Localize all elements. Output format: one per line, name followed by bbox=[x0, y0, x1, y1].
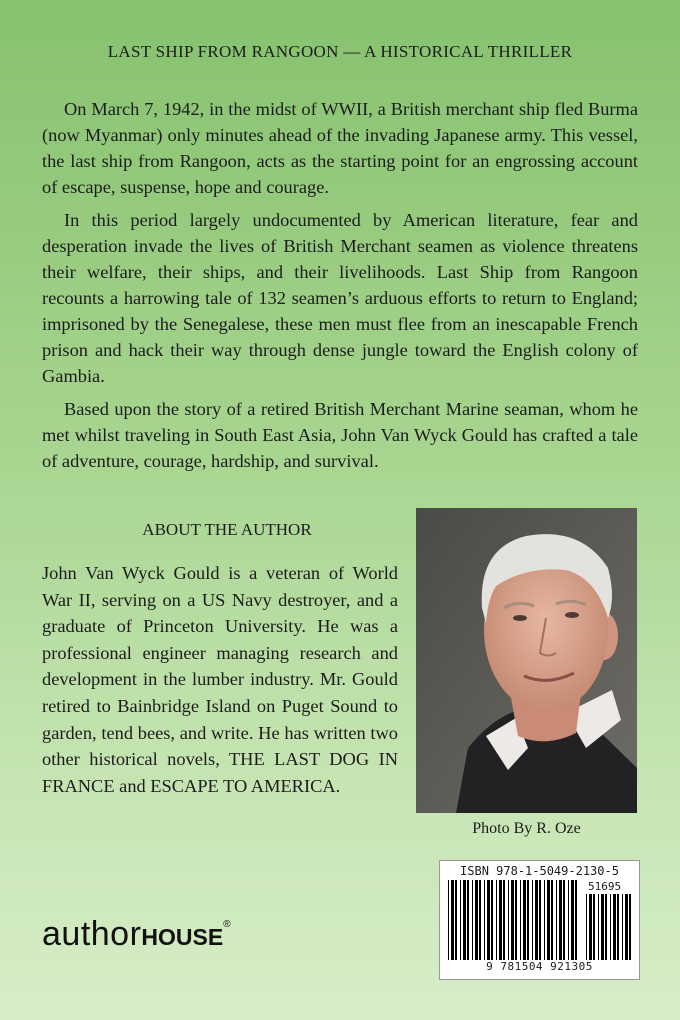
barcode-bar bbox=[523, 880, 526, 960]
publisher-logo-author: author bbox=[42, 915, 142, 953]
barcode-bar bbox=[487, 880, 490, 960]
barcode-bar bbox=[629, 894, 631, 960]
barcode-bar bbox=[605, 894, 607, 960]
barcode-bar bbox=[491, 880, 493, 960]
registered-mark: ® bbox=[223, 919, 232, 930]
barcode-bar bbox=[475, 880, 478, 960]
barcode-bar bbox=[448, 880, 449, 960]
barcode-bar bbox=[622, 894, 623, 960]
barcode-bar bbox=[451, 880, 454, 960]
barcode-bar bbox=[463, 880, 466, 960]
barcode-bar bbox=[535, 880, 538, 960]
barcode-bar bbox=[527, 880, 529, 960]
barcode-bar bbox=[571, 880, 574, 960]
barcode-bar bbox=[617, 894, 619, 960]
barcode-bars bbox=[448, 880, 578, 960]
price-code: 51695 bbox=[588, 880, 622, 893]
book-blurb bbox=[42, 96, 638, 481]
barcode-bar bbox=[479, 880, 481, 960]
barcode-bar bbox=[520, 880, 521, 960]
barcode-bar bbox=[460, 880, 461, 960]
publisher-logo-house: HOUSE bbox=[141, 924, 224, 950]
isbn-barcode bbox=[439, 860, 640, 980]
blurb-paragraph-1: On March 7, 1942, in the midst of WWII, a British merchant ship fled Burma (now Myanmar) only minutes ahead of the invading Japanese army. This vessel, the last ship from Rangoon, acts as the starting point for an engrossing account of escape, suspense, hope and courage. bbox=[42, 99, 638, 197]
photo-caption: Photo By R. Oze bbox=[472, 820, 581, 837]
author-portrait-image bbox=[416, 508, 637, 813]
publisher-logo bbox=[42, 915, 231, 954]
barcode-bar bbox=[503, 880, 505, 960]
blurb-paragraph-2: In this period largely undocumented by American literature, fear and desperation invade the lives of British Merchant seamen as violence threatens their welfare, their ships, and their livelihoods. Last Ship from Rangoon recounts a harrowing tale of 132 seamen’s arduous efforts to return to England; imprisoned by the Senegalese, these men must flee from an inescapable French prison and hack their way through dense jungle toward the English colony of Gambia. bbox=[42, 210, 638, 386]
barcode-bar bbox=[472, 880, 473, 960]
addon-barcode-bars bbox=[586, 894, 634, 960]
barcode-bar bbox=[539, 880, 541, 960]
barcode-bar bbox=[499, 880, 502, 960]
barcode-bar bbox=[551, 880, 553, 960]
barcode-bar bbox=[625, 894, 628, 960]
barcode-bar bbox=[593, 894, 595, 960]
about-author-paragraph: John Van Wyck Gould is a veteran of World War II, serving on a US Navy destroyer, and a graduate of Princeton University. He was a professional engineer managing research and development in the lumber industry. Mr. Gould retired to Bainbridge Island on Puget Sound to garden, tend bees, and write. He has written two other historical novels, THE LAST DOG IN FRANCE and ESCAPE TO AMERICA. bbox=[42, 563, 398, 796]
barcode-digits: 9 781504 921305 bbox=[486, 960, 593, 973]
barcode-bar bbox=[589, 894, 592, 960]
barcode-bar bbox=[515, 880, 517, 960]
barcode-bar bbox=[508, 880, 509, 960]
barcode-bar bbox=[532, 880, 533, 960]
about-author-text bbox=[42, 560, 398, 799]
barcode-bar bbox=[455, 880, 457, 960]
barcode-bar bbox=[544, 880, 545, 960]
barcode-bar bbox=[586, 894, 587, 960]
about-author-heading: ABOUT THE AUTHOR bbox=[142, 520, 312, 539]
book-title: LAST SHIP FROM RANGOON — A HISTORICAL THRILLER bbox=[107, 42, 573, 61]
barcode-bar bbox=[467, 880, 469, 960]
barcode-bar bbox=[613, 894, 616, 960]
barcode-bar bbox=[556, 880, 557, 960]
barcode-bar bbox=[563, 880, 565, 960]
barcode-bar bbox=[598, 894, 599, 960]
barcode-bar bbox=[484, 880, 485, 960]
isbn-number: ISBN 978-1-5049-2130-5 bbox=[460, 864, 619, 878]
barcode-bar bbox=[496, 880, 497, 960]
barcode-bar bbox=[575, 880, 577, 960]
barcode-bar bbox=[610, 894, 611, 960]
barcode-bar bbox=[511, 880, 514, 960]
barcode-bar bbox=[547, 880, 550, 960]
author-photo bbox=[416, 508, 637, 813]
barcode-bar bbox=[559, 880, 562, 960]
barcode-bar bbox=[601, 894, 604, 960]
blurb-paragraph-3: Based upon the story of a retired British Merchant Marine seaman, whom he met whilst traveling in South East Asia, John Van Wyck Gould has crafted a tale of adventure, courage, hardship, and survival. bbox=[42, 399, 638, 471]
barcode-bar bbox=[568, 880, 569, 960]
